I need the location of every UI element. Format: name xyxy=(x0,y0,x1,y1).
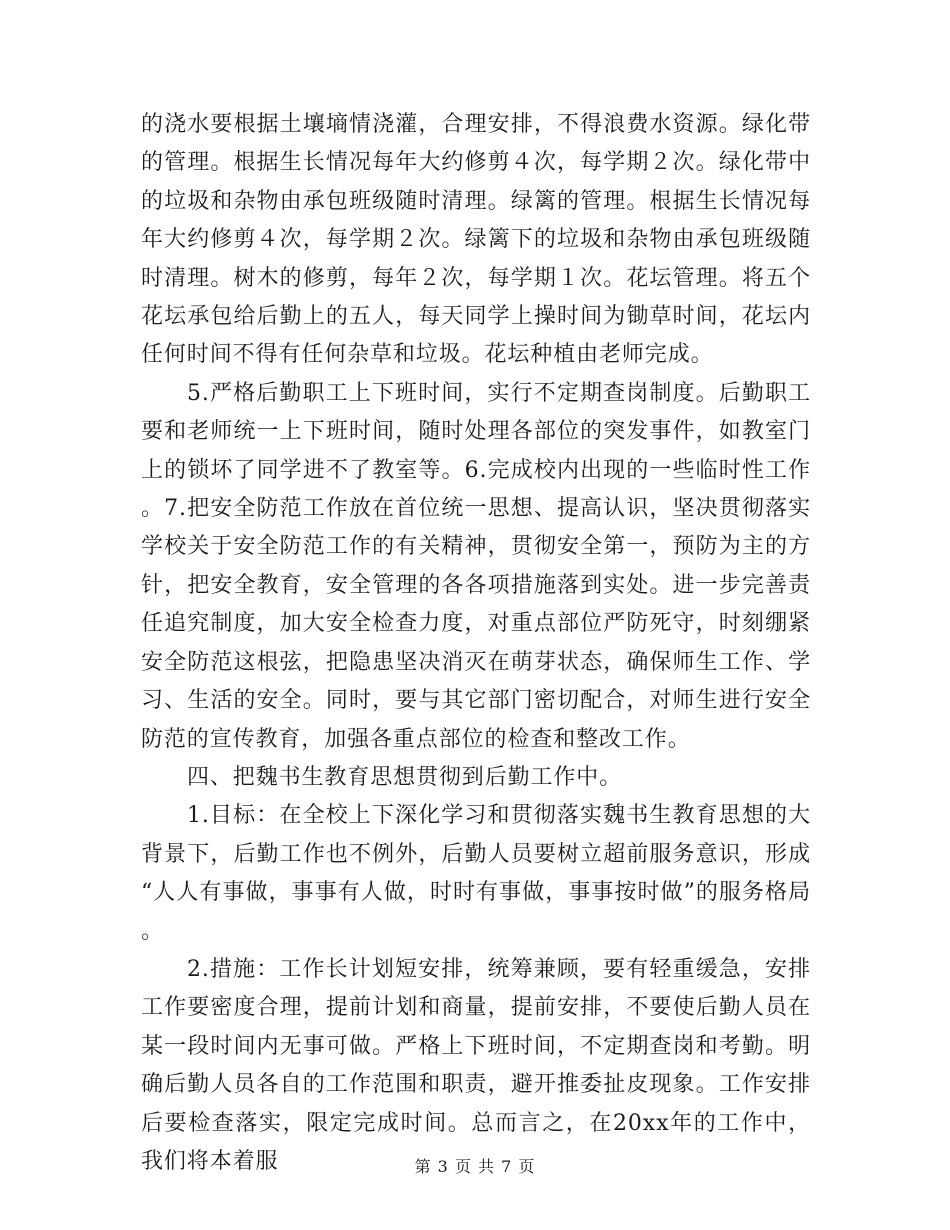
paragraph-goal: 1.目标：在全校上下深化学习和贯彻落实魏书生教育思想的大背景下，后勤工作也不例外，后勤人员要树立超前服务意识，形成“人人有事做，事事有人做，时时有事做，事事按时做”的服务格局。 xyxy=(141,803,811,944)
paragraph-staff-hours-and-safety: 5.严格后勤职工上下班时间，实行不定期查岗制度。后勤职工要和老师统一上下班时间，随时处理各部位的突发事件，如教室门上的锁坏了同学进不了教室等。6.完成校内出现的一些临时性工作。7.把安全防范工作放在首位统一思想、提高认识，坚决贯彻落实学校关于安全防范工作的有关精神，贯彻安全第一，预防为主的方针，把安全教育，安全管理的各各项措施落到实处。进一步完善责任追究制度，加大安全检查力度，对重点部位严防死守，时刻绷紧安全防范这根弦，把隐患坚决消灭在萌芽状态，确保师生工作、学习、生活的安全。同时，要与其它部门密切配合，对师生进行安全防范的宣传教育，加强各重点部位的检查和整改工作。 xyxy=(141,380,811,752)
document-body xyxy=(141,106,811,1181)
page-number-footer: 第 3 页 共 7 页 xyxy=(414,1157,536,1176)
section-heading-wei-shusheng: 四、把魏书生教育思想贯彻到后勤工作中。 xyxy=(187,764,623,790)
paragraph-measures: 2.措施：工作长计划短安排，统筹兼顾，要有轻重缓急，安排工作要密度合理，提前计划和商量，提前安排，不要使后勤人员在某一段时间内无事可做。严格上下班时间，不定期查岗和考勤。明确后勤人员各自的工作范围和职责，避开推委扯皮现象。工作安排后要检查落实，限定完成时间。总而言之，在20xx年的工作中，我们将本着服 xyxy=(141,956,811,1174)
paragraph-greening-management: 的浇水要根据土壤墒情浇灌，合理安排，不得浪费水资源。绿化带的管理。根据生长情况每年大约修剪４次，每学期２次。绿化带中的垃圾和杂物由承包班级随时清理。绿篱的管理。根据生长情况每年大约修剪４次，每学期２次。绿篱下的垃圾和杂物由承包班级随时清理。树木的修剪，每年２次，每学期１次。花坛管理。将五个花坛承包给后勤上的五人，每天同学上操时间为锄草时间，花坛内任何时间不得有任何杂草和垃圾。花坛种植由老师完成。 xyxy=(141,112,811,368)
